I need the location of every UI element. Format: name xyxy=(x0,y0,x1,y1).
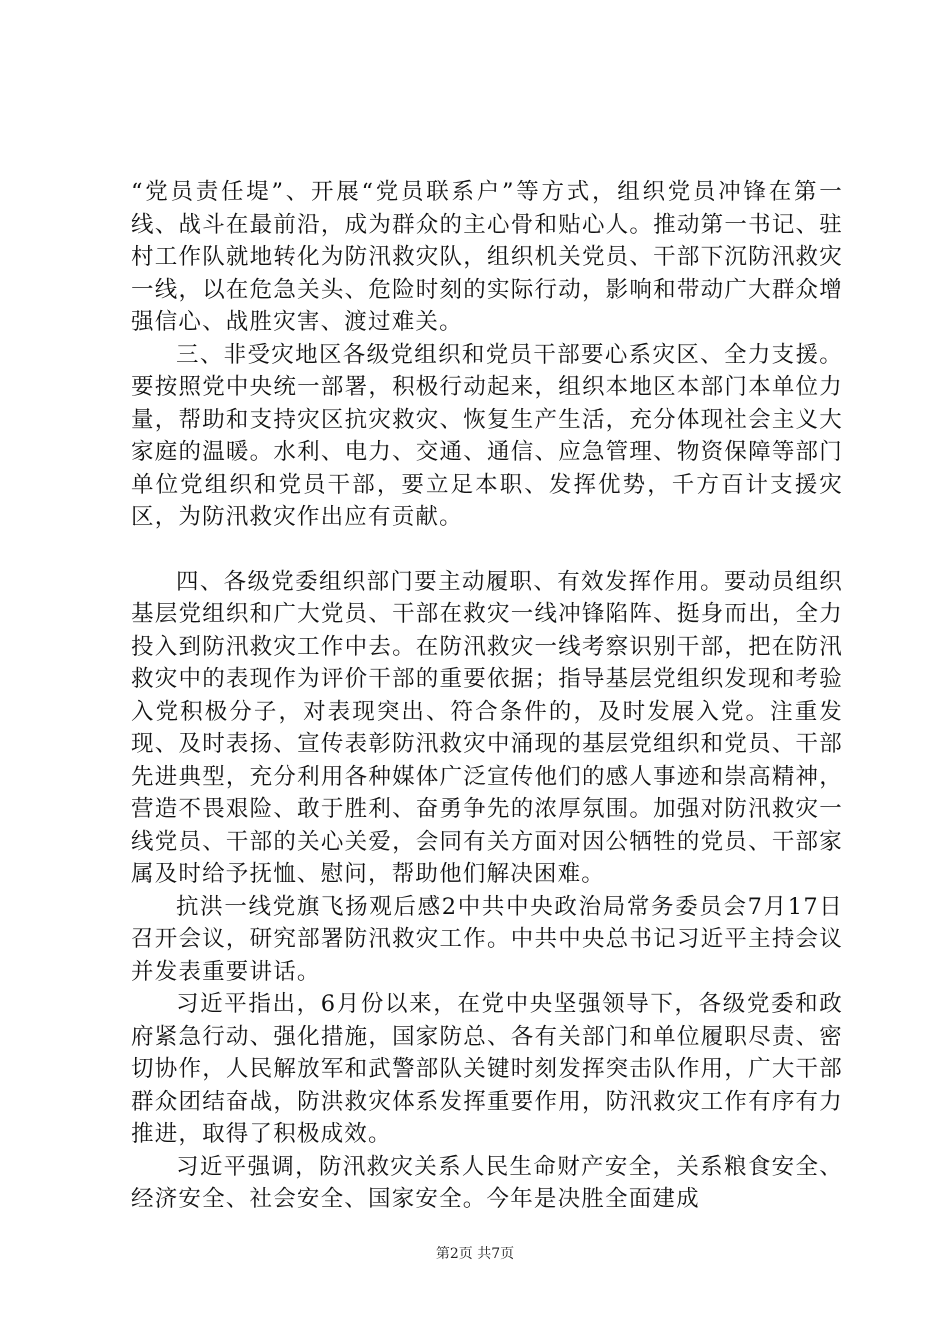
paragraph-meeting-intro: 抗洪一线党旗飞扬观后感2中共中央政治局常务委员会7月17日召开会议，研究部署防汛救灾工作。中共中央总书记习近平主持会议并发表重要讲话。 xyxy=(131,893,843,985)
paragraph-section-four: 四、各级党委组织部门要主动履职、有效发挥作用。要动员组织基层党组织和广大党员、干部在救灾一线冲锋陷阵、挺身而出，全力投入到防汛救灾工作中去。在防汛救灾一线考察识别干部，把在防汛救灾中的表现作为评价干部的重要依据；指导基层党组织发现和考验入党积极分子，对表现突出、符合条件的，及时发展入党。注重发现、及时表扬、宣传表彰防汛救灾中涌现的基层党组织和党员、干部先进典型，充分利用各种媒体广泛宣传他们的感人事迹和崇高精神，营造不畏艰险、敢于胜利、奋勇争先的浓厚氛围。加强对防汛救灾一线党员、干部的关心关爱，会同有关方面对因公牺牲的党员、干部家属及时给予抚恤、慰问，帮助他们解决困难。 xyxy=(131,568,843,887)
document-body xyxy=(131,176,843,1216)
paragraph-xi-pointed-out: 习近平指出，6月份以来，在党中央坚强领导下，各级党委和政府紧急行动、强化措施，国家防总、各有关部门和单位履职尽责、密切协作，人民解放军和武警部队关键时刻发挥突击队作用，广大干部群众团结奋战，防洪救灾体系发挥重要作用，防汛救灾工作有序有力推进，取得了积极成效。 xyxy=(131,991,843,1147)
page-footer: 第2页 共7页 xyxy=(435,1246,515,1262)
paragraph-continued: “党员责任堤”、开展“党员联系户”等方式，组织党员冲锋在第一线、战斗在最前沿，成为群众的主心骨和贴心人。推动第一书记、驻村工作队就地转化为防汛救灾队，组织机关党员、干部下沉防汛救灾一线，以在危急关头、危险时刻的实际行动，影响和带动广大群众增强信心、战胜灾害、渡过难关。 xyxy=(131,179,843,335)
paragraph-gap xyxy=(131,534,843,566)
paragraph-section-three: 三、非受灾地区各级党组织和党员干部要心系灾区、全力支援。要按照党中央统一部署，积极行动起来，组织本地区本部门本单位力量，帮助和支持灾区抗灾救灾、恢复生产生活，充分体现社会主义大家庭的温暖。水利、电力、交通、通信、应急管理、物资保障等部门单位党组织和党员干部，要立足本职、发挥优势，千方百计支援灾区，为防汛救灾作出应有贡献。 xyxy=(131,341,843,530)
paragraph-xi-emphasized: 习近平强调，防汛救灾关系人民生命财产安全，关系粮食安全、经济安全、社会安全、国家安全。今年是决胜全面建成 xyxy=(131,1153,843,1212)
